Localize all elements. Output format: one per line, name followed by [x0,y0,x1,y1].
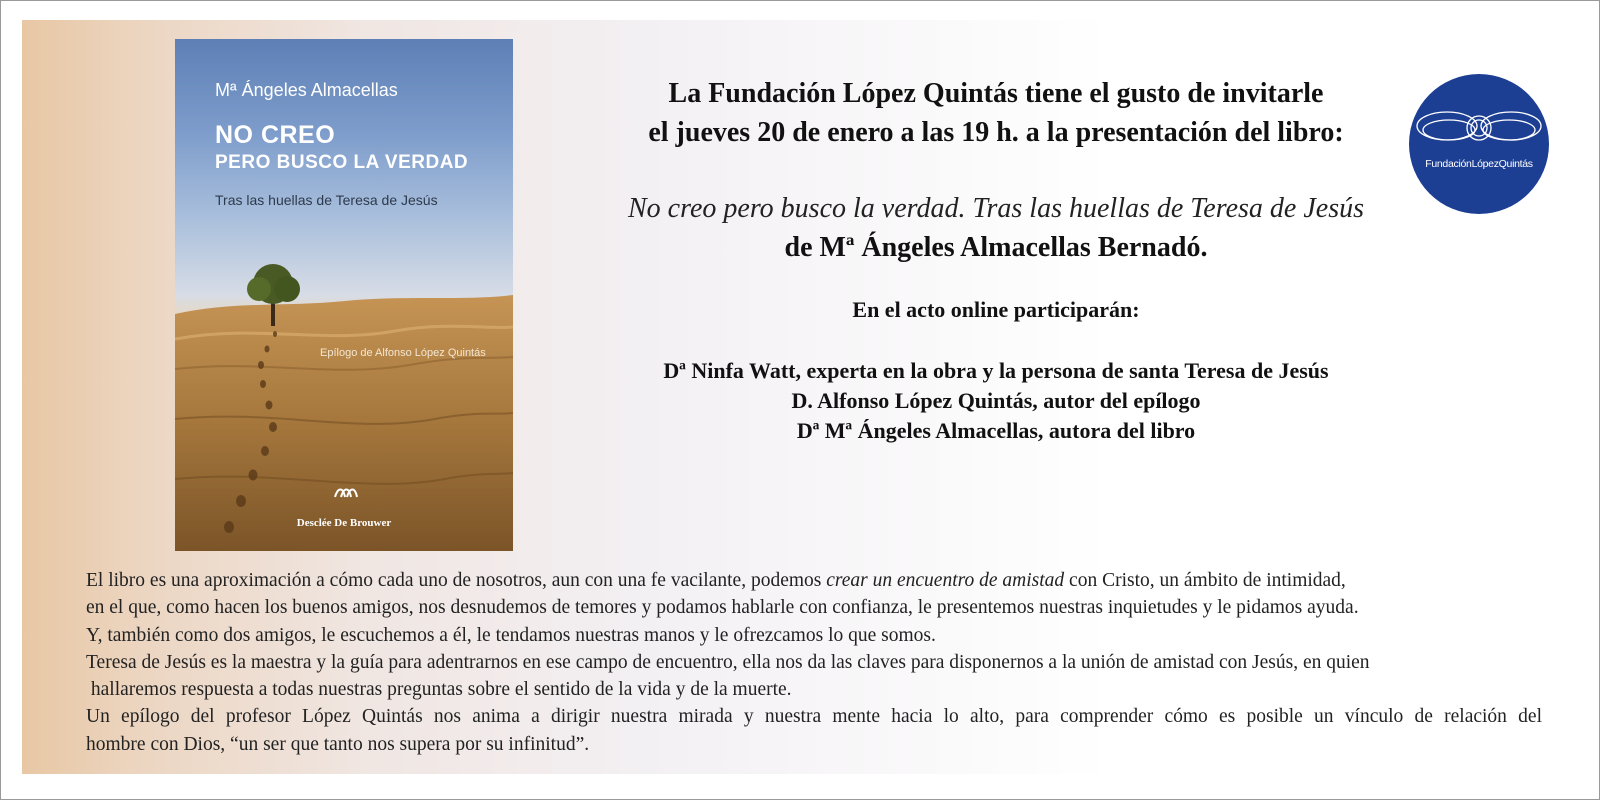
participant-item: D. Alfonso López Quintás, autor del epílogo [791,388,1201,413]
description-text: El libro es una aproximación a cómo cada uno de nosotros, aun con una fe vacilante, podemos [86,570,827,591]
description-line: hallaremos respuesta a todas nuestras preguntas sobre el sentido de la vida y de la muerte. [86,679,792,701]
logo-text-quintas: Quintás [1498,158,1533,170]
logo-text [1409,158,1549,170]
description-line: Teresa de Jesús es la maestra y la guía para adentrarnos en ese campo de encuentro, ella nos da las claves para disponernos a la unión de amistad con Jesús, en quien [86,651,1370,673]
book-epilogue-credit: Epílogo de Alfonso López Quintás [320,347,486,359]
book-description [86,567,1586,758]
description-line: Un epílogo del profesor López Quintás nos anima a dirigir nuestra mirada y nuestra mente hacia lo alto, para comprender cómo es posible un vínculo de relación del [86,706,1542,728]
participant-item: Dª Ninfa Watt, experta en la obra y la persona de santa Teresa de Jesús [663,358,1329,383]
description-text: con Cristo, un ámbito de intimidad, [1064,570,1346,591]
book-author: Mª Ángeles Almacellas [215,80,398,100]
invitation-line1: La Fundación López Quintás tiene el gusto de invitarle [668,78,1324,109]
book-subtitle: Tras las huellas de Teresa de Jesús [215,192,438,208]
description-line: hombre con Dios, “un ser que tanto nos supera por su infinitud”. [86,733,590,755]
logo-text-fundacion: Fundación [1425,158,1472,170]
description-line: Y, también como dos amigos, le escuchemos a él, le tendamos nuestras manos y le ofrezcamos lo que somos. [86,624,936,646]
description-line [86,567,1586,594]
invitation-line2: el jueves 20 de enero a las 19 h. a la presentación del libro: [648,117,1344,148]
book-byline: de Mª Ángeles Almacellas Bernadó. [784,232,1208,263]
book-title-line2: PERO BUSCO LA VERDAD [215,152,469,173]
book-cover-image [175,39,513,551]
book-publisher: Desclée De Brouwer [296,517,392,529]
participant-item: Dª Mª Ángeles Almacellas, autora del libro [796,418,1196,443]
description-line: en el que, como hacen los buenos amigos, nos desnudemos de temores y podamos hablarle con confianza, le presentemos nuestras inquietudes y le pidamos ayuda. [86,597,1359,619]
description-italic-phrase: crear un encuentro de amistad [826,570,1065,591]
logo-text-lopez: López [1471,158,1499,170]
desert-scene-illustration [175,39,513,551]
participants-heading: En el acto online participarán: [852,297,1140,322]
book-title: No creo pero busco la verdad. Tras las huellas de Teresa de Jesús [628,193,1364,224]
book-title-line1: NO CREO [215,121,336,149]
